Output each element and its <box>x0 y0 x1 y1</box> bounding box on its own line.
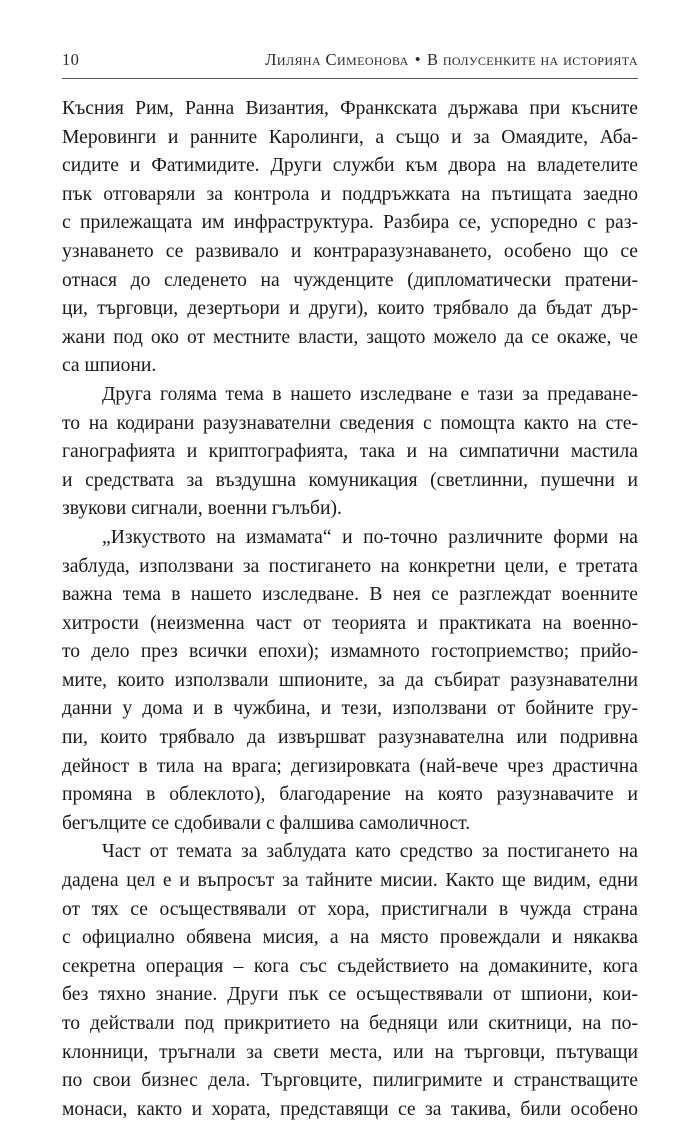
text-line: с прилежащата им инфраструктура. Разбира се, успоредно с раз- <box>62 212 638 234</box>
text-line: пи, които трябвало да извършват разузнавателна или подривна <box>62 727 638 749</box>
header-rule <box>62 78 638 79</box>
text-line: по свои бизнес дела. Търговците, пилигримите и странстващите <box>62 1070 638 1092</box>
author-name: Лиляна Симеонова <box>265 50 409 69</box>
text-line: от тях се осъществявали от хора, пристигнали в чужда страна <box>62 898 638 920</box>
text-line: то действали под прикритието на бедняци или скитници, на по- <box>62 1013 638 1034</box>
text-line: бегълците се сдобивали с фалшива самоличност. <box>62 812 471 834</box>
text-line: узнаването се развивало и контраразузнаването, особено що се <box>62 240 638 262</box>
text-line: с официално обявена мисия, а на място провеждали и някаква <box>62 927 638 949</box>
text-line: заблуда, използвани за постигането на конкретни цели, е третата <box>62 555 638 577</box>
text-line: са шпиони. <box>62 355 157 377</box>
text-line: Друга голяма тема в нашето изследване е тази за предаване- <box>102 383 638 405</box>
text-line: пък отговаряли за контрола и поддръжката на пътищата заедно <box>62 183 638 205</box>
text-line: без тяхно знание. Други пък се осъществявали от шпиони, кои- <box>62 984 638 1006</box>
text-line: мите, които използвали шпионите, за да събират разузнавателни <box>62 669 638 691</box>
text-line: данни у дома и в чужбина, и тези, използвани от бойните гру- <box>62 698 638 720</box>
text-line: монаси, както и хората, представящи се за такива, били особено <box>62 1098 638 1120</box>
page-number: 10 <box>62 50 80 69</box>
text-line: жани под око от местните власти, защото можело да се окаже, че <box>62 326 638 348</box>
text-line: Късния Рим, Ранна Византия, Франкската държава при късните <box>62 98 638 119</box>
text-line: Меровинги и ранните Каролинги, а също и за Омаядите, Аба- <box>62 126 638 148</box>
text-line: промяна в облеклото), благодарение на която разузнавачите и <box>62 784 638 806</box>
text-line: дейност в тила на врага; дегизировката (най-вече чрез драстична <box>62 755 638 777</box>
text-line: то дело през всички епохи); измамното гостоприемство; прийо- <box>62 641 638 663</box>
running-title <box>265 50 638 70</box>
text-line: отнася до следенето на чужденците (дипломатически пратени- <box>62 269 638 291</box>
text-line: „Изкуството на измамата“ и по-точно различните форми на <box>102 526 638 548</box>
text-line: то на кодирани разузнавателни сведения с помощта както на сте- <box>62 412 638 434</box>
text-line: секретна операция – кога със съдействието на домакините, кога <box>62 955 638 977</box>
text-line: дадена цел е и въпросът за тайните мисии. Както ще видим, едни <box>62 870 638 892</box>
text-line: важна тема в нашето изследване. В нея се разглеждат военните <box>62 584 638 606</box>
book-title: В полусенките на историята <box>426 50 638 69</box>
text-line: Част от темата за заблудата като средство за постигането на <box>102 841 638 863</box>
text-line: и средствата за въздушна комуникация (светлинни, пушечни и <box>62 469 638 491</box>
text-line: сидите и Фатимидите. Други служби към двора на владетелите <box>62 155 638 177</box>
body-text <box>62 95 638 1124</box>
running-head <box>62 50 638 74</box>
text-line: хитрости (неизменна част от теорията и практиката на военно- <box>62 612 638 634</box>
text-line: ци, търговци, дезертьори и други), които трябвало да бъдат дър- <box>62 298 638 320</box>
text-line: ганографията и криптографията, така и на симпатични мастила <box>62 441 638 463</box>
text-line: звукови сигнали, военни гълъби). <box>62 498 342 520</box>
bullet-separator: • <box>414 50 421 69</box>
text-line: клонници, тръгнали за свети места, или на търговци, пътуващи <box>62 1041 638 1063</box>
